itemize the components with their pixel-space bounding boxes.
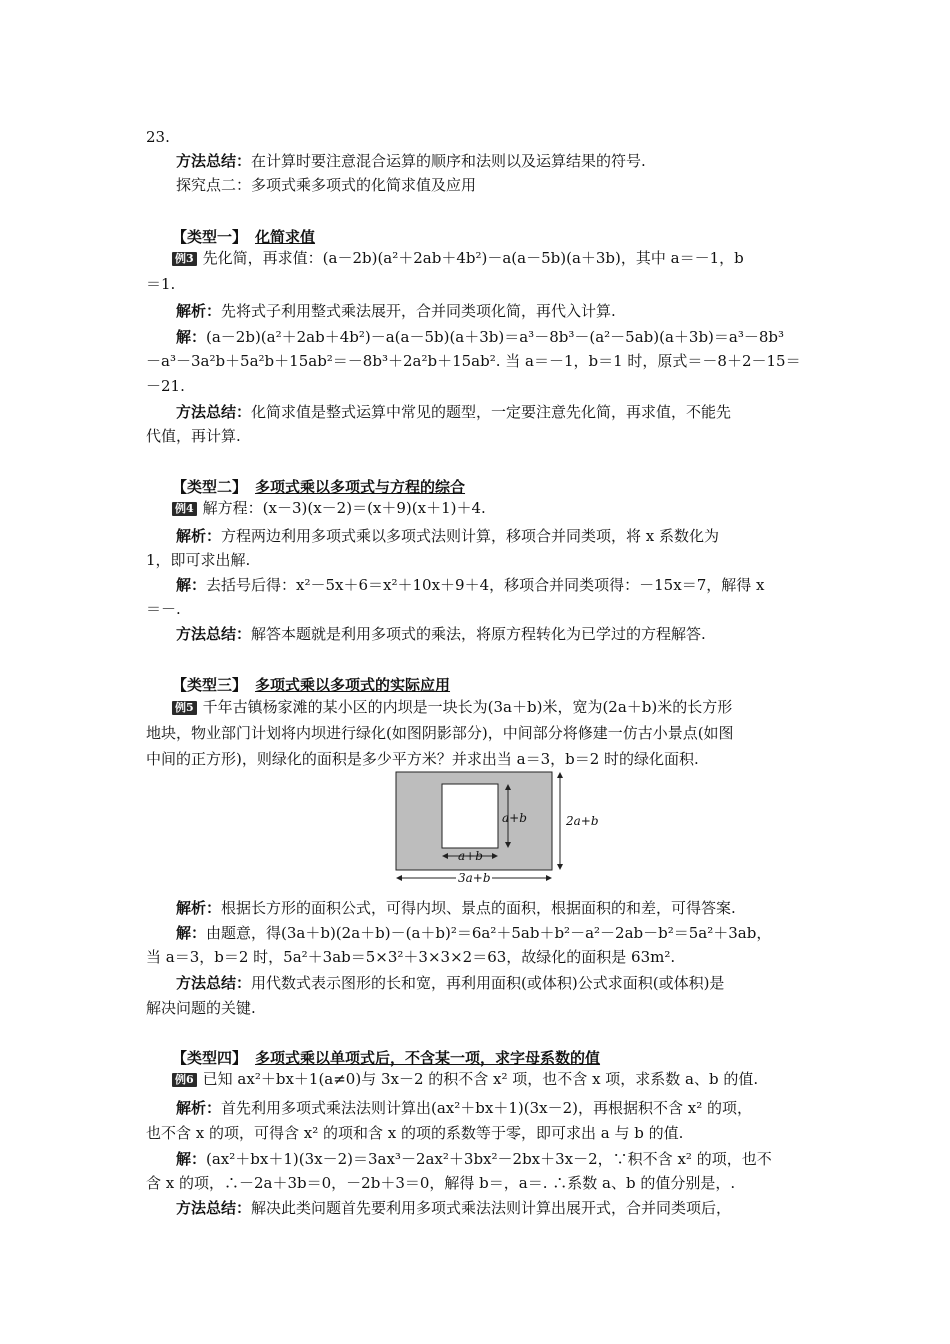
solution: [176, 574, 811, 596]
text: 去括号后得：x²－5x＋6＝x²＋10x＋9＋4，移项合并同类项得：－15x＝7，解得 x: [206, 576, 765, 594]
text: 根据长方形的面积公式，可得内坝、景点的面积，根据面积的和差，可得答案.: [221, 899, 736, 917]
text-line: 也不含 x 的项，可得含 x² 的项和含 x 的项的系数等于零，即可求出 a 与 b 的值.: [146, 1124, 684, 1142]
section-heading: 探究点二：多项式乘多项式的化简求值及应用: [176, 176, 477, 194]
type-tag: 【类型一】: [172, 228, 248, 246]
type-title: 多项式乘以单项式后，不含某一项，求字母系数的值: [255, 1049, 601, 1067]
label: 解：: [176, 576, 207, 594]
text-line: 中间的正方形)，则绿化的面积是多少平方米？并求出当 a＝3，b＝2 时的绿化面积.: [146, 750, 699, 768]
analysis: [176, 525, 811, 547]
text: 方程两边利用多项式乘以多项式法则计算，移项合并同类项，将 x 系数化为: [221, 527, 720, 545]
solution: [176, 1148, 811, 1170]
example-4-line: [172, 497, 807, 519]
example-badge: 例6: [172, 1073, 197, 1087]
type-tag: 【类型二】: [172, 478, 248, 496]
type-title: 多项式乘以多项式的实际应用: [255, 676, 451, 694]
label: 方法总结：: [176, 625, 252, 643]
arrow-icon: [557, 772, 563, 778]
text: 化简求值是整式运算中常见的题型，一定要注意先化简，再求值，不能先: [251, 403, 732, 421]
inner-height-label: a+b: [502, 811, 527, 825]
example-badge: 例4: [172, 502, 197, 516]
text-line: ＝1.: [146, 275, 176, 293]
type-heading-4: [172, 1047, 807, 1069]
label: 方法总结：: [176, 974, 252, 992]
text-line: 当 a＝3，b＝2 时，5a²＋3ab＝5×3²＋3×3×2＝63，故绿化的面积是 63m².: [146, 948, 676, 966]
text: (ax²＋bx＋1)(3x－2)＝3ax³－2ax²＋3bx²－2bx＋3x－2，∵积不含 x² 的项，也不: [206, 1150, 772, 1168]
label: 解析：: [176, 527, 222, 545]
label: 解析：: [176, 302, 222, 320]
text: (a－2b)(a²＋2ab＋4b²)－a(a－5b)(a＋3b)＝a³－8b³－(a²－5ab)(a＋3b)＝a³－8b³: [206, 328, 785, 346]
solution: [176, 922, 811, 944]
inner-width-label: a+b: [458, 849, 483, 863]
arrow-icon: [546, 875, 552, 881]
outer-height-label: 2a+b: [566, 814, 599, 828]
arrow-icon: [396, 875, 402, 881]
text-line: 1，即可求出解.: [146, 551, 251, 569]
type-heading-1: [172, 226, 807, 248]
example-badge: 例3: [172, 252, 197, 266]
example-6-line: [172, 1068, 807, 1090]
text-line: ＝－.: [146, 600, 181, 618]
text: 在计算时要注意混合运算的顺序和法则以及运算结果的符号.: [251, 152, 646, 170]
method-summary: [176, 401, 811, 423]
text: 首先利用多项式乘法法则计算出(ax²＋bx＋1)(3x－2)，再根据积不含 x² 的项，: [221, 1099, 753, 1117]
label: 解析：: [176, 1099, 222, 1117]
method-summary: [176, 623, 811, 645]
label: 方法总结：: [176, 1199, 252, 1217]
text-line: 含 x 的项，∴－2a＋3b＝0，－2b＋3＝0，解得 b＝，a＝. ∴系数 a、b 的值分别是，.: [146, 1174, 736, 1192]
type-heading-3: [172, 674, 807, 696]
example-3-line: [172, 247, 807, 269]
text-line: －21.: [146, 377, 185, 395]
text-line: 代值，再计算.: [146, 427, 241, 445]
method-summary: [176, 1197, 811, 1219]
label: 解：: [176, 328, 207, 346]
area-diagram: [392, 770, 602, 888]
type-title: 多项式乘以多项式与方程的综合: [255, 478, 466, 496]
text: 用代数式表示图形的长和宽，再利用面积(或体积)公式求面积(或体积)是: [251, 974, 725, 992]
text-line: 23.: [146, 128, 170, 146]
label: 方法总结：: [176, 152, 252, 170]
label: 方法总结：: [176, 403, 252, 421]
text: 解答本题就是利用多项式的乘法，将原方程转化为已学过的方程解答.: [251, 625, 706, 643]
text: 解方程：(x－3)(x－2)＝(x＋9)(x＋1)＋4.: [202, 499, 486, 517]
type-title: 化简求值: [255, 228, 316, 246]
example-5-line: [172, 696, 807, 718]
analysis: [176, 897, 811, 919]
analysis: [176, 300, 811, 322]
label: 解：: [176, 924, 207, 942]
outer-width-label: 3a+b: [458, 871, 491, 885]
solution: [176, 326, 811, 348]
text: 由题意，得(3a＋b)(2a＋b)－(a＋b)²＝6a²＋5ab＋b²－a²－2ab－b²＝5a²＋3ab，: [206, 924, 772, 942]
method-summary: [176, 150, 811, 172]
text-line: 地块，物业部门计划将内坝进行绿化(如图阴影部分)，中间部分将修建一仿古小景点(如图: [146, 724, 734, 742]
method-summary: [176, 972, 811, 994]
text-line: 解决问题的关键.: [146, 999, 256, 1017]
type-tag: 【类型三】: [172, 676, 248, 694]
label: 解：: [176, 1150, 207, 1168]
text: 先将式子利用整式乘法展开，合并同类项化简，再代入计算.: [221, 302, 616, 320]
inner-square: [442, 784, 498, 848]
text: 千年古镇杨家滩的某小区的内坝是一块长为(3a＋b)米，宽为(2a＋b)米的长方形: [202, 698, 733, 716]
example-badge: 例5: [172, 701, 197, 715]
arrow-icon: [557, 864, 563, 870]
text: 先化简，再求值：(a－2b)(a²＋2ab＋4b²)－a(a－5b)(a＋3b)，其中 a＝－1，b: [202, 249, 744, 267]
text: 解决此类问题首先要利用多项式乘法法则计算出展开式，合并同类项后，: [251, 1199, 732, 1217]
type-heading-2: [172, 476, 807, 498]
analysis: [176, 1097, 811, 1119]
type-tag: 【类型四】: [172, 1049, 248, 1067]
text-line: －a³－3a²b＋5a²b＋15ab²＝－8b³＋2a²b＋15ab². 当 a＝－1，b＝1 时，原式＝－8＋2－15＝: [146, 352, 801, 370]
text: 已知 ax²＋bx＋1(a≠0)与 3x－2 的积不含 x² 项，也不含 x 项，求系数 a、b 的值.: [202, 1070, 759, 1088]
label: 解析：: [176, 899, 222, 917]
